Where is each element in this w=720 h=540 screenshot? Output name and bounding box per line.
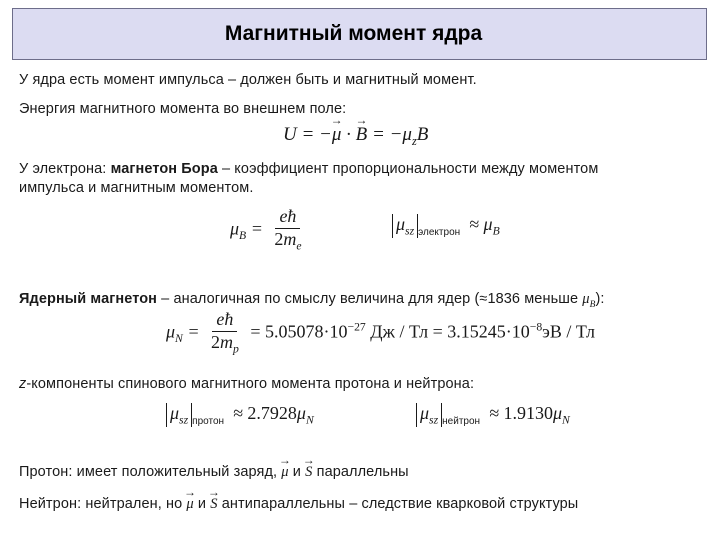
energy-formula: U = −→ μ · → $B = -\mu_zB$ — [283, 124, 428, 149]
neutron-label: нейтрон — [442, 416, 481, 427]
nuclear-line: Ядерный магнетон – аналогичная по смыслу величина для ядер (≈1836 меньше $\mu_B$): — [19, 291, 605, 310]
bohr-magneton-formula: $\mu_B$ = $\frac{eħ}{2m_e}$ — [230, 206, 302, 253]
mu-n-value-ev: 3.15245 — [447, 321, 506, 342]
slide-title-box — [12, 8, 707, 60]
nuclear-magneton-term: Ядерный магнетон — [19, 291, 158, 307]
nuclear-magneton-formula: $\mu_N$ = $\frac{eħ}{2m_p}$ = $5.05078\cdot 10^{-27}$ Дж / Тл = $3.15245\cdot 10^{-8}эВ$ / Тл — [166, 309, 595, 356]
energy-line: Энергия магнитного момента во внешнем поле: — [19, 101, 347, 117]
nuclear-end: ): — [595, 291, 605, 307]
electron-moment-formula: $\mu_{sz}$ $_{электрон} \approx \mu_B$ — [392, 214, 500, 238]
z-letter: z — [19, 376, 27, 392]
bohr-magneton-term: магнетон Бора — [110, 161, 218, 177]
proton-line-b: параллельны — [312, 464, 409, 480]
neutron-moment-formula: $\mu_{sz}$ $_{нейтрон} \approx 1.9130\mu_N$ — [416, 403, 570, 427]
spin-components-rest: -компоненты спинового магнитного момента протона и нейтрона: — [26, 376, 475, 392]
proton-label: протон — [192, 416, 225, 427]
proton-moment-formula: $\mu_{sz}$ $_{протон} \approx 2.7928\mu_N$ — [166, 403, 314, 427]
mu-n-exp-ev: −8 — [529, 320, 543, 334]
proton-line-a: Протон: имеет положительный заряд, — [19, 464, 282, 480]
mu-n-unit-ev: эВ / Тл — [542, 321, 595, 342]
mu-n-exp-si: −27 — [347, 320, 366, 334]
mu-n-value-si: 5.05078 — [265, 321, 324, 342]
electron-label: электрон — [418, 227, 461, 238]
electron-rest: – коэффициент пропорциональности между моментом — [217, 161, 599, 177]
mu-n-unit-si: Дж / Тл — [370, 321, 429, 342]
slide-title: Магнитный момент ядра — [224, 22, 483, 45]
neutron-line-b: антипараллельны – следствие кварковой структуры — [217, 496, 579, 512]
proton-moment-value: 2.7928 — [247, 403, 297, 423]
electron-line-2: импульса и магнитным моментом. — [19, 180, 254, 196]
neutron-line: Нейтрон: нейтрален, но → μ и → S антипараллельны – следствие кварковой структуры — [19, 496, 578, 513]
electron-prefix: У электрона: — [19, 161, 111, 177]
proton-line-and: и — [288, 464, 306, 480]
intro-line: У ядра есть момент импульса – должен быть и магнитный момент. — [19, 72, 477, 88]
neutron-moment-value: 1.9130 — [503, 403, 553, 423]
proton-line: Протон: имеет положительный заряд, → μ и → S параллельны — [19, 464, 409, 481]
neutron-line-and: и — [193, 496, 211, 512]
electron-line — [19, 161, 598, 177]
spin-components-line — [19, 376, 474, 392]
nuclear-rest: – аналогичная по смыслу величина для ядер (≈1836 меньше — [157, 291, 583, 307]
neutron-line-a: Нейтрон: нейтрален, но — [19, 496, 187, 512]
